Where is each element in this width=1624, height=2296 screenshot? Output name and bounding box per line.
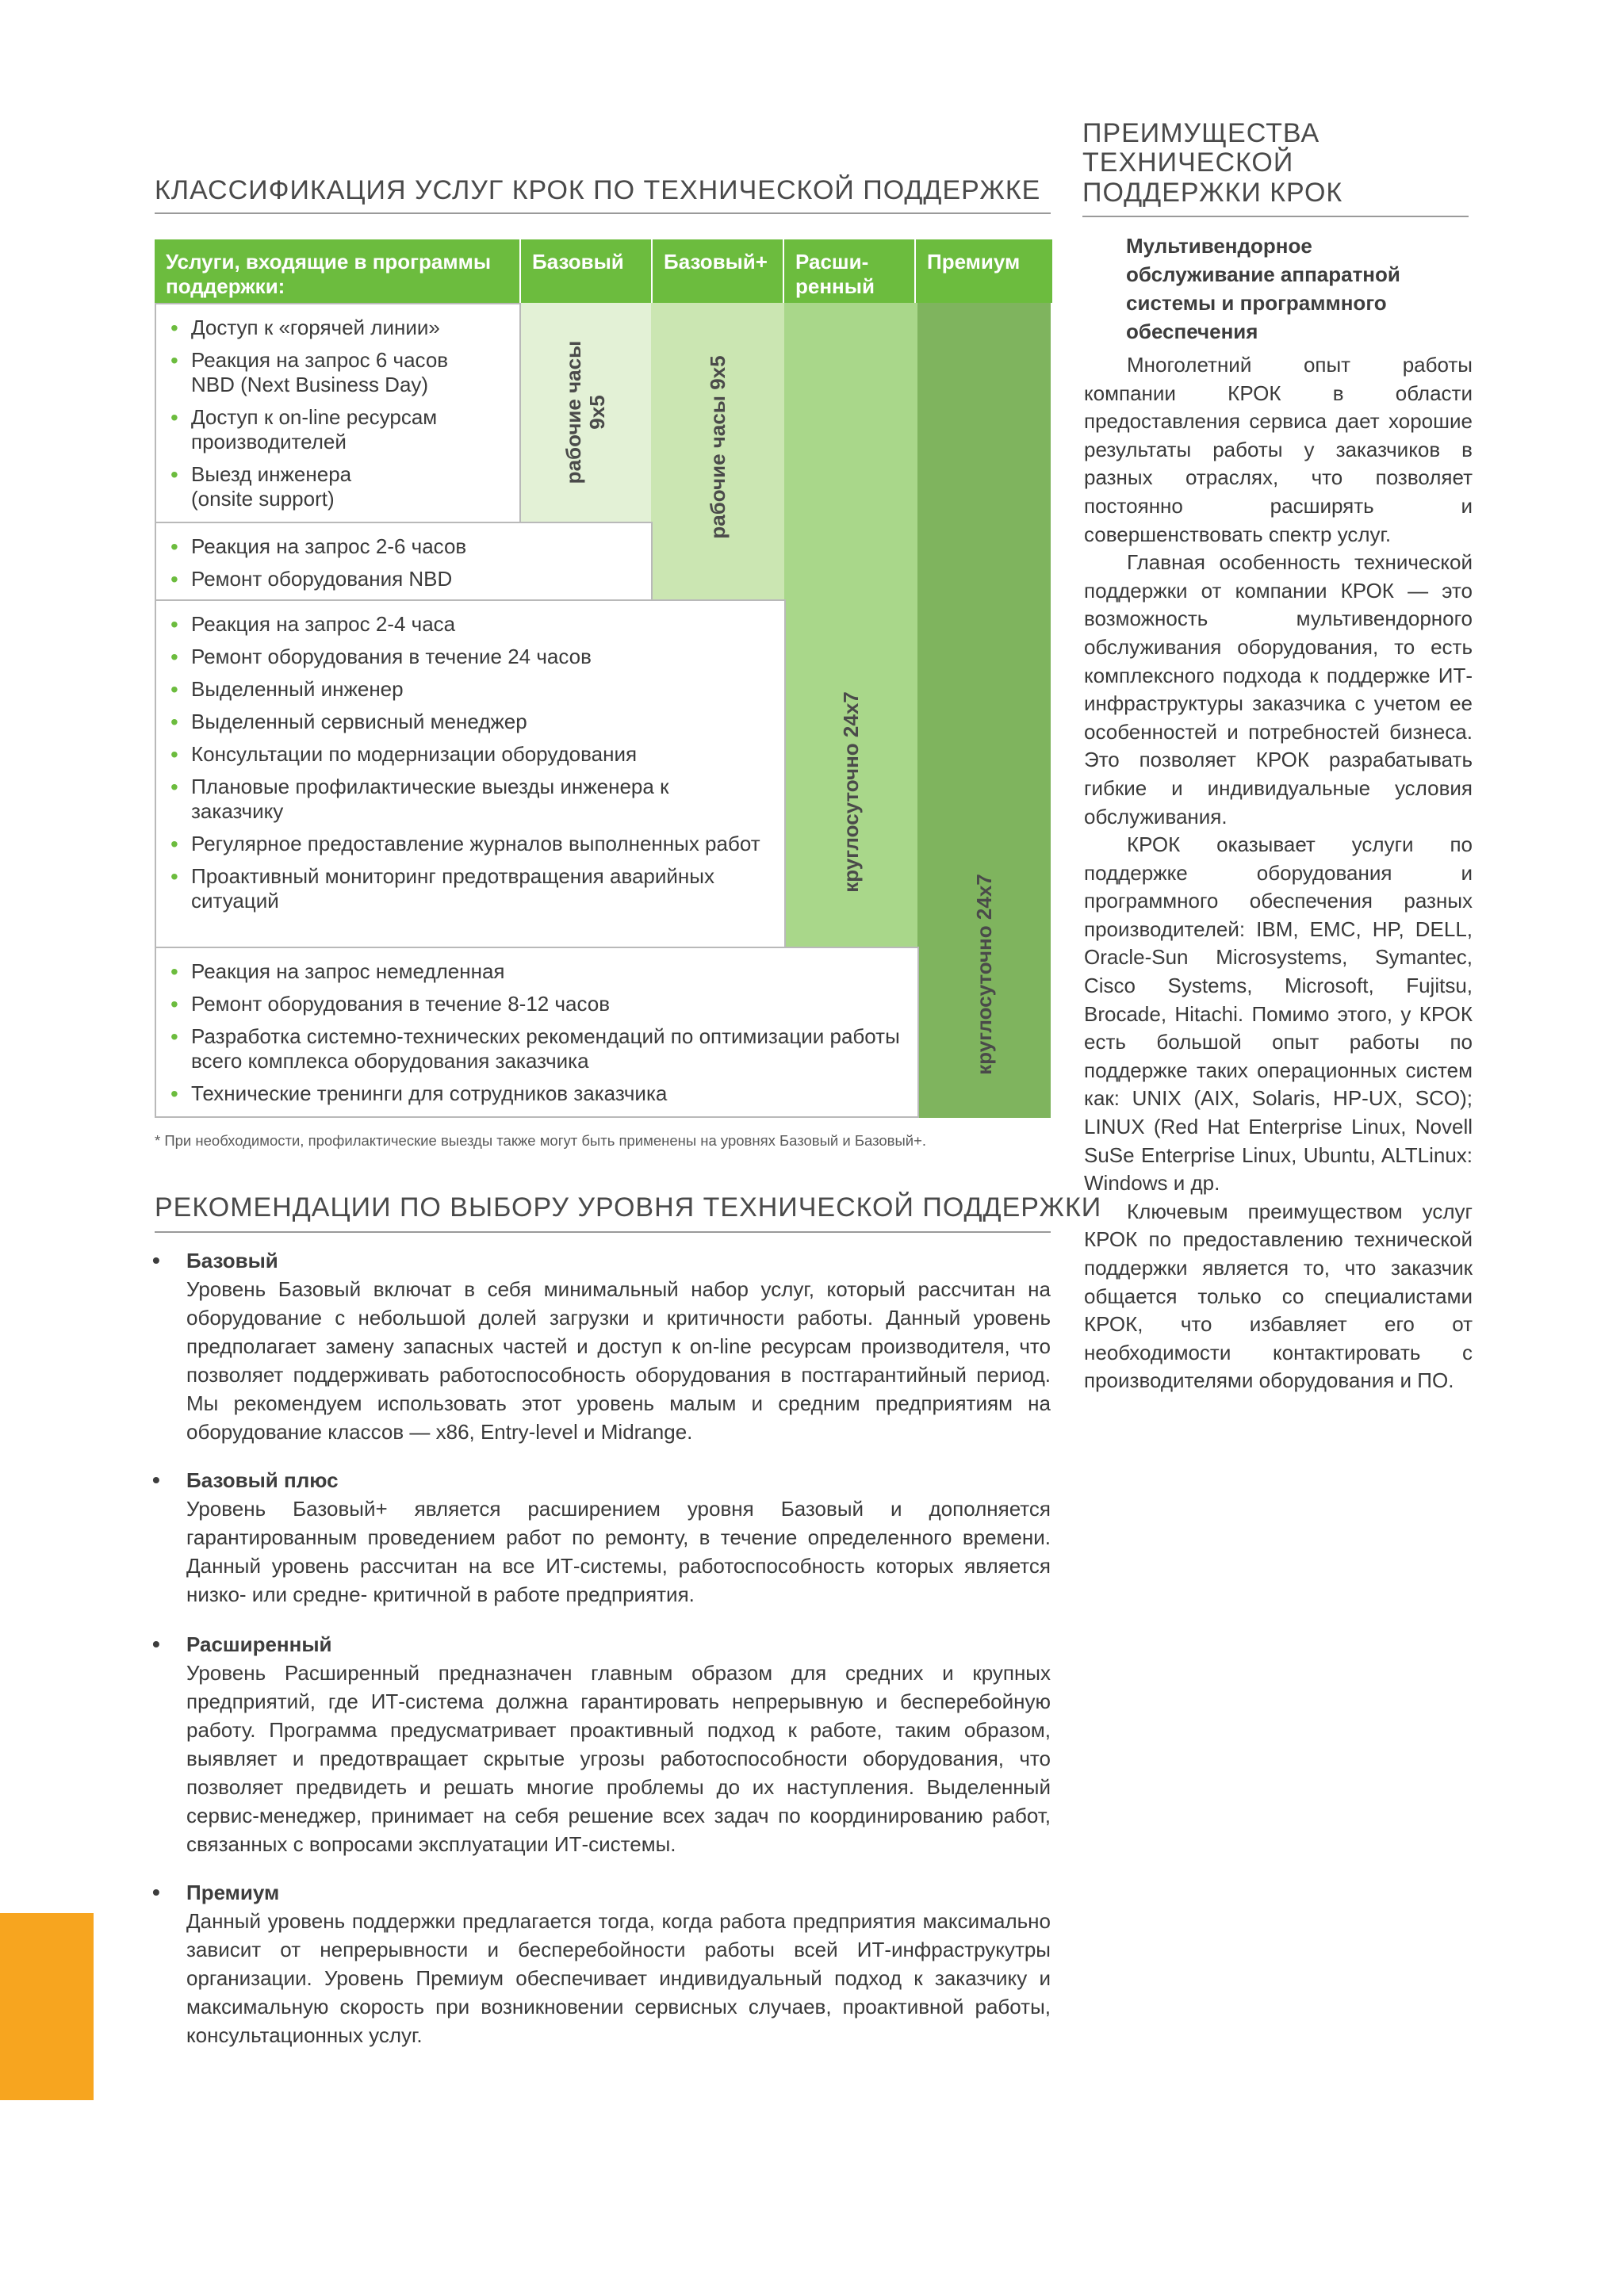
recommendation-title: Базовый — [186, 1249, 278, 1272]
recommendation-title: Расширенный — [186, 1632, 332, 1656]
services-group-2 — [155, 522, 653, 601]
recommendation-basic-plus — [152, 1466, 1051, 1609]
list-item: • Плановые профилактические выезды инженера к заказчику — [170, 775, 714, 824]
header-basic-plus: Базовый+ — [651, 239, 784, 303]
advantages-paragraph: Ключевым преимуществом услуг КРОК по предоставлению технической поддержки является то, что заказчик общается только со специалистами КРОК, что избавляет его от необходимости контактировать с производителями оборудования и ПО. — [1084, 1199, 1473, 1393]
list-item: • Разработка системно-технических рекомендаций по оптимизации работы всего комплекса оборудования заказчика — [170, 1024, 913, 1073]
list-item: • Реакция на запрос 2-4 часа — [170, 612, 784, 637]
list-item: • Выделенный сервисный менеджер — [170, 710, 784, 734]
recommendation-title: Базовый плюс — [186, 1468, 339, 1492]
orange-accent-block — [0, 1913, 94, 2100]
recommendation-text: Уровень Расширенный предназначен главным образом для средних и крупных предприятий, где ИТ-система должна гарантировать непрерывную и бесперебойную работу. Программа предусматривает проактивный подход к работе, таким образом, выявляет и предотвращает скрытые угрозы работоспособности оборудования, что позволяет предвидеть и решать многие проблемы до их наступления. Выделенный сервис-менеджер, принимает на себя решение всех задач по координированию работ, связанных с вопросами эксплуатации ИТ-системы. — [186, 1661, 1051, 1856]
advantages-title: ПРЕИМУЩЕСТВА ТЕХНИЧЕСКОЙ ПОДДЕРЖКИ КРОК — [1082, 118, 1343, 208]
recommendation-extended — [152, 1630, 1051, 1858]
header-premium: Премиум — [914, 239, 1052, 303]
bullet: • — [152, 1880, 160, 1904]
list-item: • Реакция на запрос 6 часов NBD (Next Business Day) — [170, 348, 492, 397]
list-item: • Ремонт оборудования в течение 24 часов — [170, 645, 784, 669]
premium-hours-label: круглосуточно 24x7 — [972, 874, 996, 1075]
recommendation-basic — [152, 1246, 1051, 1446]
bullet: • — [152, 1248, 160, 1272]
classification-rule — [155, 212, 1051, 214]
list-item: • Регулярное предоставление журналов выполненных работ — [170, 832, 762, 856]
recommendation-text: Уровень Базовый+ является расширением уровня Базовый и дополняется гарантированным проведением работ по ремонту, в течение определенного времени. Данный уровень рассчитан на все ИТ-системы, работоспособность которых является низко- или средне- критичной в работе предприятия. — [186, 1497, 1051, 1606]
header-extended: Расши- ренный — [783, 239, 916, 303]
recommendation-text: Уровень Базовый включат в себя минимальный набор услуг, который рассчитан на оборудование с небольшой долей загрузки и критичности работы. Данный уровень предполагает замену запасных частей и доступ к on-line ресурсам производителя, что позволяет поддерживать работоспособность оборудования в постгарантийный период. Мы рекомендуем использовать этот уровень малым и средним предприятиям на оборудование классов — x86, Entry-level и Midrange. — [186, 1277, 1051, 1444]
services-group-1 — [155, 303, 521, 523]
list-item: • Технические тренинги для сотрудников заказчика — [170, 1081, 917, 1106]
header-basic: Базовый — [519, 239, 653, 303]
recommendation-title: Премиум — [186, 1881, 280, 1904]
advantages-text — [1084, 351, 1473, 1395]
services-group-4 — [155, 947, 919, 1118]
list-item: • Выезд инженера (onsite support) — [170, 462, 397, 511]
classification-title: КЛАССИФИКАЦИЯ УСЛУГ КРОК ПО ТЕХНИЧЕСКОЙ ПОДДЕРЖКЕ — [155, 175, 1041, 205]
list-item: • Ремонт оборудования в течение 8-12 часов — [170, 992, 917, 1016]
basic-plus-hours-label: рабочие часы 9x5 — [706, 355, 730, 539]
table-footnote: * При необходимости, профилактические выезды также могут быть применены на уровнях Базовый и Базовый+. — [155, 1132, 927, 1149]
recommendation-premium — [152, 1878, 1051, 2049]
list-item: • Доступ к on-line ресурсам производителей — [170, 405, 492, 454]
list-item: • Консультации по модернизации оборудования — [170, 742, 784, 767]
services-table — [155, 239, 1051, 1118]
list-item: • Доступ к «горячей линии» — [170, 316, 519, 340]
advantages-paragraph: Главная особенность технической поддержки от компании КРОК — это возможность мультивендорного обслуживания оборудования, то есть комплексного подхода к поддержке ИТ-инфраструктуры заказчика с учетом ее особенностей и потребностей бизнеса. Это позволяет КРОК разрабатывать гибкие и индивидуальные условия обслуживания. — [1084, 550, 1473, 828]
services-list-2 — [156, 523, 651, 591]
list-item: • Ремонт оборудования NBD — [170, 567, 651, 591]
list-item: • Выделенный инженер — [170, 677, 784, 702]
services-list-1 — [156, 304, 519, 511]
advantages-paragraph: Многолетний опыт работы компании КРОК в области предоставления сервиса дает хорошие результаты работы у заказчиков в разных отраслях, что позволяет постоянно расширять и совершенствовать спектр услуг. — [1084, 353, 1473, 546]
bullet: • — [152, 1468, 160, 1492]
recommendations-title: РЕКОМЕНДАЦИИ ПО ВЫБОРУ УРОВНЯ ТЕХНИЧЕСКОЙ ПОДДЕРЖКИ — [155, 1192, 1102, 1223]
list-item: • Проактивный мониторинг предотвращения аварийных ситуаций — [170, 864, 762, 913]
recommendations-rule — [155, 1231, 1051, 1233]
list-item: • Реакция на запрос 2-6 часов — [170, 534, 651, 559]
services-group-3 — [155, 599, 786, 948]
header-services: Услуги, входящие в программы поддержки: — [155, 239, 519, 303]
services-list-4 — [156, 948, 917, 1106]
services-list-3 — [156, 601, 784, 913]
advantages-rule — [1082, 216, 1469, 217]
recommendation-text: Данный уровень поддержки предлагается тогда, когда работа предприятия максимально зависит от непрерывности и бесперебойности работы всей ИТ-инфраструкутры организации. Уровень Премиум обеспечивает индивидуальный подход к заказчику и максимальную скорость при возникновении сервисных случаев, проактивной работы, консультационных услуг. — [186, 1909, 1051, 2047]
basic-hours-label: рабочие часы 9x5 — [561, 340, 609, 484]
advantages-subtitle: Мультивендорное обслуживание аппаратной системы и программного обеспечения — [1126, 234, 1400, 343]
bullet: • — [152, 1632, 160, 1656]
list-item: • Реакция на запрос немедленная — [170, 959, 917, 984]
advantages-paragraph: КРОК оказывает услуги по поддержке оборудования и программного обеспечения разных производителей: IBM, EMC, HP, DELL, Oracle-Sun Microsystems, Symantec, Cisco Systems, Microsoft, Fujitsu, Brocade, Hitachi. Помимо этого, у КРОК есть большой опыт работы по поддержке таких операционных систем как: UNIX (AIX, Solaris, HP-UX, SCO); LINUX (Red Hat Enterprise Linux, Novell SuSe Enterprise Linux, Ubuntu, ALTLinux: Windows и др. — [1084, 832, 1473, 1196]
extended-hours-label: круглосуточно 24x7 — [839, 691, 863, 893]
